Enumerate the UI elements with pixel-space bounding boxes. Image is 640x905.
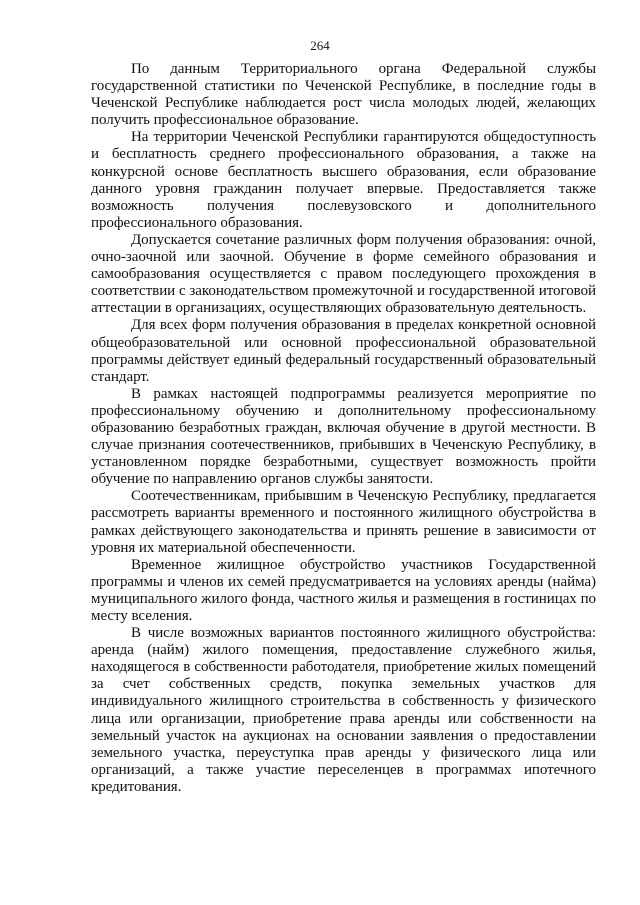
page-number: 264	[310, 38, 330, 53]
document-body	[91, 61, 596, 796]
paragraph: Допускается сочетание различных форм получения образования: очной, очно-заочной или заочной. Обучение в форме семейного образования и самообразования осуществляется с правом последующего прохождения в соответствии с законодательством промежуточной и государственной итоговой аттестации в организациях, осуществляющих образовательную деятельность.	[91, 231, 596, 317]
paragraph: Для всех форм получения образования в пределах конкретной основной общеобразовательной или основной профессиональной образовательной программы действует единый федеральный государственный образовательный стандарт.	[91, 317, 596, 385]
paragraph: В рамках настоящей подпрограммы реализуется мероприятие по профессиональному обучению и дополнительному профессиональному образованию безработных граждан, включая обучение в другой местности. В случае признания соотечественников, прибывших в Чеченскую Республику, в установленном порядке безработными, существует возможность пройти обучение по направлению органов службы занятости.	[91, 385, 596, 488]
paragraph: По данным Территориального органа Федеральной службы государственной статистики по Чеченской Республике, в последние годы в Чеченской Республике наблюдается рост числа молодых людей, желающих получить профессиональное образование.	[91, 61, 596, 129]
paragraph: В числе возможных вариантов постоянного жилищного обустройства: аренда (найм) жилого помещения, предоставление служебного жилья, находящегося в собственности работодателя, приобретение жилых помещений за счет собственных средств, покупка земельных участков для индивидуального жилищного строительства в собственность у физического лица или организации, приобретение права аренды или собственности на земельный участок на аукционах на основании заявления о предоставлении земельного участка, переуступка прав аренды у физического лица или организаций, а также участие переселенцев в программах ипотечного кредитования.	[91, 625, 596, 795]
paragraph: Соотечественникам, прибывшим в Чеченскую Республику, предлагается рассмотреть варианты временного и постоянного жилищного обустройства в рамках действующего законодательства и принять решение в зависимости от уровня их материальной обеспеченности.	[91, 488, 596, 556]
paragraph: На территории Чеченской Республики гарантируются общедоступность и бесплатность среднего профессионального образования, а также на конкурсной основе бесплатность высшего образования, если образование данного уровня гражданин получает впервые. Предоставляется также возможность получения послевузовского и дополнительного профессионального образования.	[91, 129, 596, 231]
paragraph: Временное жилищное обустройство участников Государственной программы и членов их семей предусматривается на условиях аренды (найма) муниципального жилого фонда, частного жилья и размещения в гостиницах по месту вселения.	[91, 556, 596, 624]
